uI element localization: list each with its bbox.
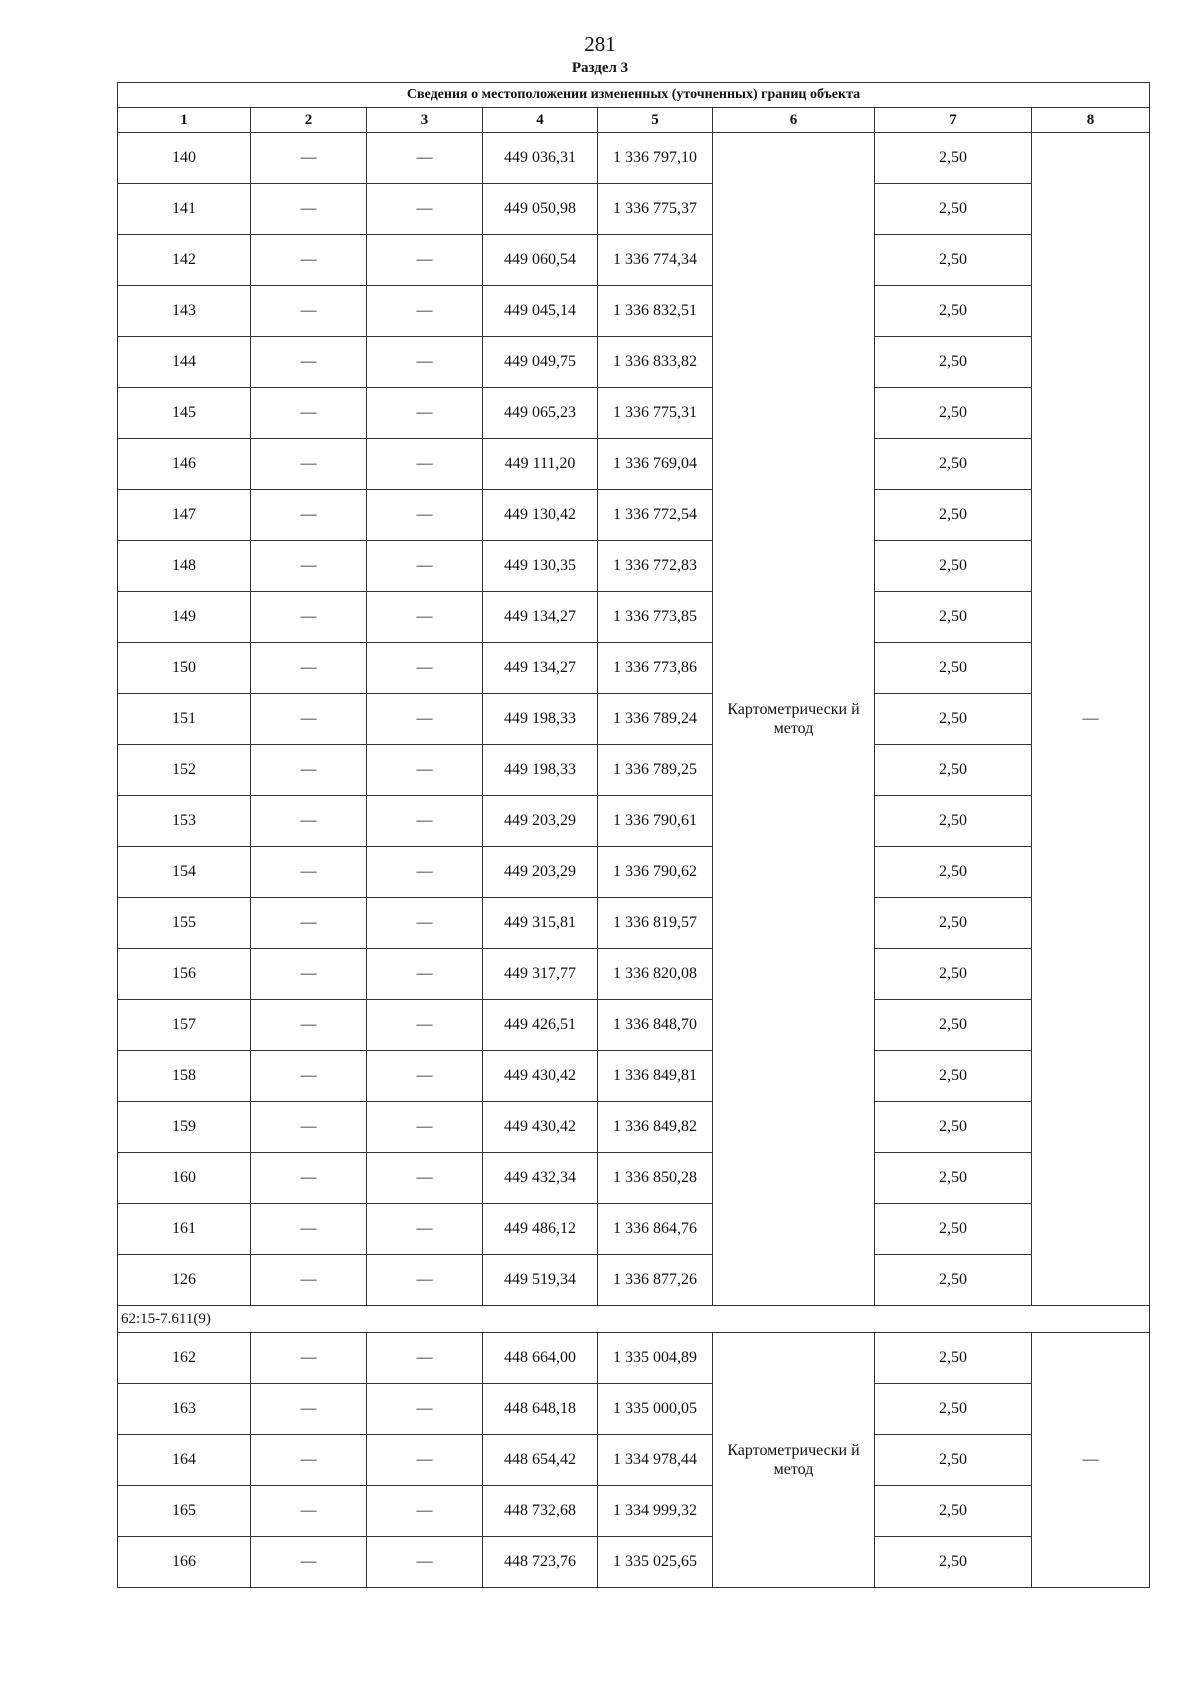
col3-cell: — bbox=[367, 643, 483, 694]
col8-cell: — bbox=[1032, 133, 1150, 1306]
x-coordinate-cell: 449 045,14 bbox=[483, 286, 598, 337]
y-coordinate-cell: 1 336 773,85 bbox=[598, 592, 713, 643]
col2-cell: — bbox=[251, 949, 367, 1000]
point-number-cell: 154 bbox=[118, 847, 251, 898]
point-number-cell: 163 bbox=[118, 1384, 251, 1435]
table-row bbox=[118, 1333, 1150, 1384]
table-row bbox=[118, 847, 1150, 898]
y-coordinate-cell: 1 336 877,26 bbox=[598, 1255, 713, 1306]
column-number: 6 bbox=[713, 108, 875, 133]
col3-cell: — bbox=[367, 694, 483, 745]
col3-cell: — bbox=[367, 1153, 483, 1204]
point-number-cell: 146 bbox=[118, 439, 251, 490]
accuracy-cell: 2,50 bbox=[875, 337, 1032, 388]
table-row bbox=[118, 694, 1150, 745]
page-number: 281 bbox=[584, 32, 616, 56]
parcel-label-row bbox=[118, 1306, 1150, 1333]
table-row bbox=[118, 541, 1150, 592]
col2-cell: — bbox=[251, 1102, 367, 1153]
col2-cell: — bbox=[251, 541, 367, 592]
col2-cell: — bbox=[251, 337, 367, 388]
x-coordinate-cell: 449 130,35 bbox=[483, 541, 598, 592]
accuracy-cell: 2,50 bbox=[875, 1537, 1032, 1588]
coordinates-table bbox=[117, 82, 1150, 1588]
accuracy-cell: 2,50 bbox=[875, 184, 1032, 235]
accuracy-cell: 2,50 bbox=[875, 745, 1032, 796]
table-row bbox=[118, 235, 1150, 286]
accuracy-cell: 2,50 bbox=[875, 286, 1032, 337]
col3-cell: — bbox=[367, 847, 483, 898]
y-coordinate-cell: 1 336 820,08 bbox=[598, 949, 713, 1000]
point-number-cell: 143 bbox=[118, 286, 251, 337]
col2-cell: — bbox=[251, 286, 367, 337]
y-coordinate-cell: 1 336 832,51 bbox=[598, 286, 713, 337]
col3-cell: — bbox=[367, 1102, 483, 1153]
column-number: 3 bbox=[367, 108, 483, 133]
x-coordinate-cell: 449 049,75 bbox=[483, 337, 598, 388]
col3-cell: — bbox=[367, 592, 483, 643]
section-title: Раздел 3 bbox=[571, 60, 629, 76]
col2-cell: — bbox=[251, 847, 367, 898]
x-coordinate-cell: 449 430,42 bbox=[483, 1102, 598, 1153]
point-number-cell: 148 bbox=[118, 541, 251, 592]
y-coordinate-cell: 1 336 775,31 bbox=[598, 388, 713, 439]
y-coordinate-cell: 1 336 772,54 bbox=[598, 490, 713, 541]
point-number-cell: 157 bbox=[118, 1000, 251, 1051]
col3-cell: — bbox=[367, 286, 483, 337]
point-number-cell: 152 bbox=[118, 745, 251, 796]
accuracy-cell: 2,50 bbox=[875, 1255, 1032, 1306]
y-coordinate-cell: 1 336 848,70 bbox=[598, 1000, 713, 1051]
accuracy-cell: 2,50 bbox=[875, 1102, 1032, 1153]
y-coordinate-cell: 1 336 849,81 bbox=[598, 1051, 713, 1102]
table-row bbox=[118, 184, 1150, 235]
accuracy-cell: 2,50 bbox=[875, 796, 1032, 847]
column-number: 8 bbox=[1032, 108, 1150, 133]
point-number-cell: 142 bbox=[118, 235, 251, 286]
table-row bbox=[118, 133, 1150, 184]
col2-cell: — bbox=[251, 388, 367, 439]
x-coordinate-cell: 449 315,81 bbox=[483, 898, 598, 949]
x-coordinate-cell: 448 723,76 bbox=[483, 1537, 598, 1588]
x-coordinate-cell: 449 050,98 bbox=[483, 184, 598, 235]
col3-cell: — bbox=[367, 1051, 483, 1102]
col2-cell: — bbox=[251, 490, 367, 541]
col3-cell: — bbox=[367, 1537, 483, 1588]
point-number-cell: 161 bbox=[118, 1204, 251, 1255]
point-number-cell: 145 bbox=[118, 388, 251, 439]
col2-cell: — bbox=[251, 745, 367, 796]
point-number-cell: 141 bbox=[118, 184, 251, 235]
col2-cell: — bbox=[251, 1537, 367, 1588]
col3-cell: — bbox=[367, 490, 483, 541]
col2-cell: — bbox=[251, 1153, 367, 1204]
col3-cell: — bbox=[367, 1384, 483, 1435]
x-coordinate-cell: 449 198,33 bbox=[483, 745, 598, 796]
accuracy-cell: 2,50 bbox=[875, 490, 1032, 541]
y-coordinate-cell: 1 336 849,82 bbox=[598, 1102, 713, 1153]
point-number-cell: 162 bbox=[118, 1333, 251, 1384]
table-caption: Сведения о местоположении измененных (уточненных) границ объекта bbox=[118, 83, 1150, 108]
table-row bbox=[118, 1153, 1150, 1204]
accuracy-cell: 2,50 bbox=[875, 898, 1032, 949]
x-coordinate-cell: 448 648,18 bbox=[483, 1384, 598, 1435]
accuracy-cell: 2,50 bbox=[875, 847, 1032, 898]
col3-cell: — bbox=[367, 949, 483, 1000]
table-row bbox=[118, 337, 1150, 388]
point-number-cell: 166 bbox=[118, 1537, 251, 1588]
table-row bbox=[118, 592, 1150, 643]
y-coordinate-cell: 1 334 978,44 bbox=[598, 1435, 713, 1486]
x-coordinate-cell: 449 203,29 bbox=[483, 847, 598, 898]
y-coordinate-cell: 1 336 789,25 bbox=[598, 745, 713, 796]
col3-cell: — bbox=[367, 898, 483, 949]
y-coordinate-cell: 1 336 790,62 bbox=[598, 847, 713, 898]
point-number-cell: 126 bbox=[118, 1255, 251, 1306]
y-coordinate-cell: 1 336 773,86 bbox=[598, 643, 713, 694]
accuracy-cell: 2,50 bbox=[875, 643, 1032, 694]
x-coordinate-cell: 449 430,42 bbox=[483, 1051, 598, 1102]
accuracy-cell: 2,50 bbox=[875, 1204, 1032, 1255]
col2-cell: — bbox=[251, 1333, 367, 1384]
accuracy-cell: 2,50 bbox=[875, 541, 1032, 592]
col3-cell: — bbox=[367, 235, 483, 286]
column-number: 4 bbox=[483, 108, 598, 133]
x-coordinate-cell: 449 519,34 bbox=[483, 1255, 598, 1306]
col2-cell: — bbox=[251, 694, 367, 745]
col2-cell: — bbox=[251, 235, 367, 286]
point-number-cell: 149 bbox=[118, 592, 251, 643]
table-row bbox=[118, 1102, 1150, 1153]
y-coordinate-cell: 1 335 004,89 bbox=[598, 1333, 713, 1384]
col3-cell: — bbox=[367, 184, 483, 235]
column-numbers-row bbox=[118, 108, 1150, 133]
col2-cell: — bbox=[251, 133, 367, 184]
x-coordinate-cell: 449 198,33 bbox=[483, 694, 598, 745]
column-number: 1 bbox=[118, 108, 251, 133]
y-coordinate-cell: 1 336 797,10 bbox=[598, 133, 713, 184]
col3-cell: — bbox=[367, 745, 483, 796]
x-coordinate-cell: 449 203,29 bbox=[483, 796, 598, 847]
y-coordinate-cell: 1 336 789,24 bbox=[598, 694, 713, 745]
table-row bbox=[118, 1051, 1150, 1102]
table-row bbox=[118, 1255, 1150, 1306]
y-coordinate-cell: 1 336 772,83 bbox=[598, 541, 713, 592]
col2-cell: — bbox=[251, 1051, 367, 1102]
point-number-cell: 159 bbox=[118, 1102, 251, 1153]
point-number-cell: 150 bbox=[118, 643, 251, 694]
x-coordinate-cell: 449 426,51 bbox=[483, 1000, 598, 1051]
accuracy-cell: 2,50 bbox=[875, 1333, 1032, 1384]
x-coordinate-cell: 449 130,42 bbox=[483, 490, 598, 541]
method-cell: Картометрически й метод bbox=[713, 133, 875, 1306]
y-coordinate-cell: 1 336 790,61 bbox=[598, 796, 713, 847]
x-coordinate-cell: 448 654,42 bbox=[483, 1435, 598, 1486]
accuracy-cell: 2,50 bbox=[875, 1384, 1032, 1435]
point-number-cell: 164 bbox=[118, 1435, 251, 1486]
table-row bbox=[118, 388, 1150, 439]
parcel-label: 62:15-7.611(9) bbox=[118, 1306, 1150, 1333]
column-number: 7 bbox=[875, 108, 1032, 133]
x-coordinate-cell: 449 111,20 bbox=[483, 439, 598, 490]
x-coordinate-cell: 449 134,27 bbox=[483, 592, 598, 643]
x-coordinate-cell: 449 060,54 bbox=[483, 235, 598, 286]
col2-cell: — bbox=[251, 1486, 367, 1537]
y-coordinate-cell: 1 336 864,76 bbox=[598, 1204, 713, 1255]
col2-cell: — bbox=[251, 1435, 367, 1486]
accuracy-cell: 2,50 bbox=[875, 1486, 1032, 1537]
point-number-cell: 153 bbox=[118, 796, 251, 847]
col3-cell: — bbox=[367, 133, 483, 184]
x-coordinate-cell: 449 317,77 bbox=[483, 949, 598, 1000]
y-coordinate-cell: 1 336 775,37 bbox=[598, 184, 713, 235]
y-coordinate-cell: 1 335 000,05 bbox=[598, 1384, 713, 1435]
y-coordinate-cell: 1 336 819,57 bbox=[598, 898, 713, 949]
y-coordinate-cell: 1 336 769,04 bbox=[598, 439, 713, 490]
col8-cell: — bbox=[1032, 1333, 1150, 1588]
column-number: 5 bbox=[598, 108, 713, 133]
col2-cell: — bbox=[251, 898, 367, 949]
table-row bbox=[118, 1435, 1150, 1486]
col2-cell: — bbox=[251, 592, 367, 643]
method-cell: Картометрически й метод bbox=[713, 1333, 875, 1588]
accuracy-cell: 2,50 bbox=[875, 388, 1032, 439]
accuracy-cell: 2,50 bbox=[875, 1051, 1032, 1102]
y-coordinate-cell: 1 334 999,32 bbox=[598, 1486, 713, 1537]
table-row bbox=[118, 796, 1150, 847]
table-row bbox=[118, 1537, 1150, 1588]
column-number: 2 bbox=[251, 108, 367, 133]
point-number-cell: 165 bbox=[118, 1486, 251, 1537]
y-coordinate-cell: 1 336 833,82 bbox=[598, 337, 713, 388]
table-caption-row bbox=[118, 83, 1150, 108]
accuracy-cell: 2,50 bbox=[875, 1000, 1032, 1051]
col2-cell: — bbox=[251, 439, 367, 490]
col3-cell: — bbox=[367, 1204, 483, 1255]
col2-cell: — bbox=[251, 1000, 367, 1051]
accuracy-cell: 2,50 bbox=[875, 133, 1032, 184]
table-row bbox=[118, 286, 1150, 337]
accuracy-cell: 2,50 bbox=[875, 235, 1032, 286]
col3-cell: — bbox=[367, 1333, 483, 1384]
col2-cell: — bbox=[251, 1255, 367, 1306]
x-coordinate-cell: 449 036,31 bbox=[483, 133, 598, 184]
table-row bbox=[118, 949, 1150, 1000]
table-row bbox=[118, 898, 1150, 949]
table-row bbox=[118, 1486, 1150, 1537]
table-row bbox=[118, 745, 1150, 796]
x-coordinate-cell: 449 134,27 bbox=[483, 643, 598, 694]
col3-cell: — bbox=[367, 796, 483, 847]
col2-cell: — bbox=[251, 796, 367, 847]
col2-cell: — bbox=[251, 1204, 367, 1255]
table-row bbox=[118, 643, 1150, 694]
table-row bbox=[118, 1204, 1150, 1255]
col2-cell: — bbox=[251, 643, 367, 694]
accuracy-cell: 2,50 bbox=[875, 694, 1032, 745]
point-number-cell: 144 bbox=[118, 337, 251, 388]
point-number-cell: 155 bbox=[118, 898, 251, 949]
accuracy-cell: 2,50 bbox=[875, 949, 1032, 1000]
col3-cell: — bbox=[367, 1435, 483, 1486]
col3-cell: — bbox=[367, 1255, 483, 1306]
accuracy-cell: 2,50 bbox=[875, 1153, 1032, 1204]
table-row bbox=[118, 1000, 1150, 1051]
col3-cell: — bbox=[367, 541, 483, 592]
col3-cell: — bbox=[367, 1486, 483, 1537]
point-number-cell: 158 bbox=[118, 1051, 251, 1102]
y-coordinate-cell: 1 335 025,65 bbox=[598, 1537, 713, 1588]
col3-cell: — bbox=[367, 439, 483, 490]
point-number-cell: 160 bbox=[118, 1153, 251, 1204]
point-number-cell: 156 bbox=[118, 949, 251, 1000]
col2-cell: — bbox=[251, 184, 367, 235]
y-coordinate-cell: 1 336 850,28 bbox=[598, 1153, 713, 1204]
table-row bbox=[118, 490, 1150, 541]
point-number-cell: 151 bbox=[118, 694, 251, 745]
x-coordinate-cell: 448 664,00 bbox=[483, 1333, 598, 1384]
accuracy-cell: 2,50 bbox=[875, 439, 1032, 490]
point-number-cell: 140 bbox=[118, 133, 251, 184]
x-coordinate-cell: 449 065,23 bbox=[483, 388, 598, 439]
point-number-cell: 147 bbox=[118, 490, 251, 541]
accuracy-cell: 2,50 bbox=[875, 592, 1032, 643]
x-coordinate-cell: 449 432,34 bbox=[483, 1153, 598, 1204]
x-coordinate-cell: 449 486,12 bbox=[483, 1204, 598, 1255]
col2-cell: — bbox=[251, 1384, 367, 1435]
table-row bbox=[118, 1384, 1150, 1435]
table-row bbox=[118, 439, 1150, 490]
y-coordinate-cell: 1 336 774,34 bbox=[598, 235, 713, 286]
accuracy-cell: 2,50 bbox=[875, 1435, 1032, 1486]
x-coordinate-cell: 448 732,68 bbox=[483, 1486, 598, 1537]
col3-cell: — bbox=[367, 337, 483, 388]
col3-cell: — bbox=[367, 388, 483, 439]
col3-cell: — bbox=[367, 1000, 483, 1051]
